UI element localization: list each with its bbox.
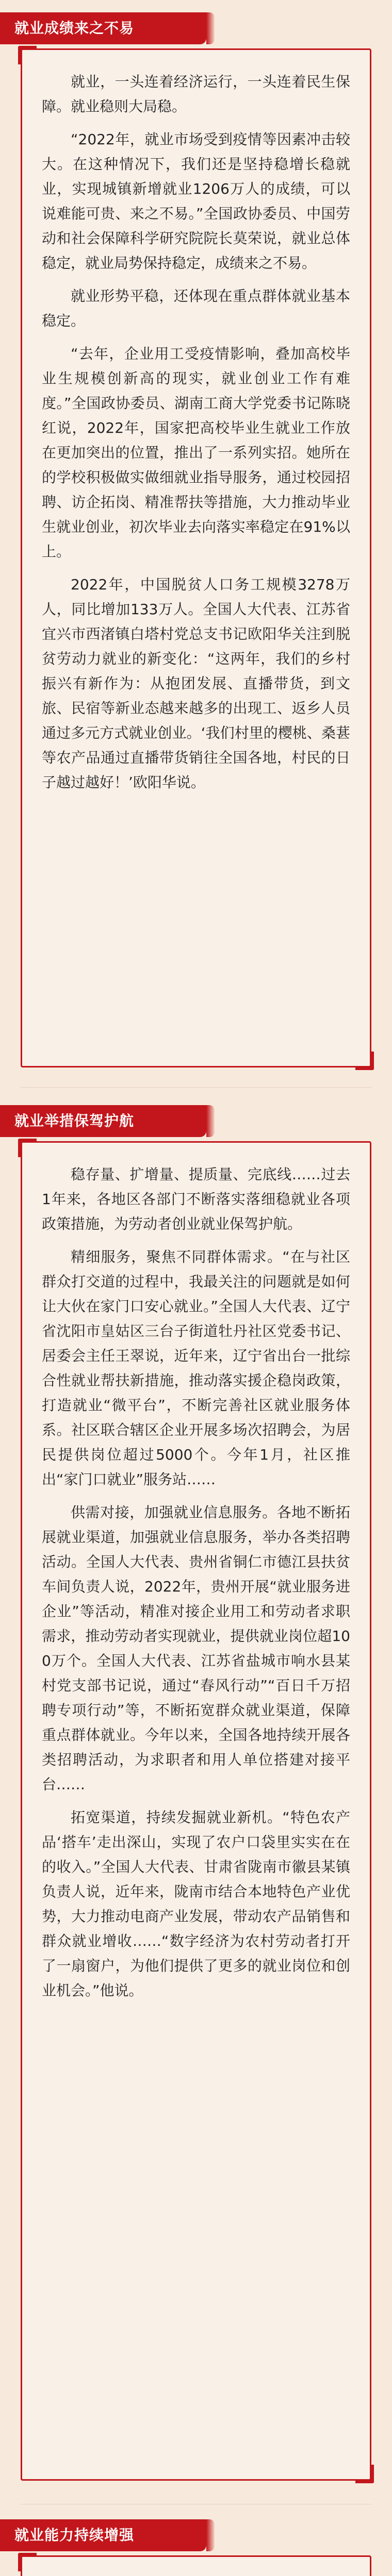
paragraph: 就业形势平稳，还体现在重点群体就业基本稳定。 (42, 287, 350, 329)
section-header-3 (0, 2519, 206, 2551)
section-title-1: 就业成绩来之不易 (14, 20, 135, 37)
section-header-1 (0, 12, 206, 44)
paragraph: 供需对接，加强就业信息服务。各地不断拓展就业渠道，加强就业信息服务，举办各类招聘活动。全国人大代表、贵州省铜仁市德江县扶贫车间负责人说，2022年，贵州开展“就业服务进企业”等活动，精准对接企业用工和劳动者求职需求，推动劳动者实现就业，提供就业岗位超100万个。全国人大代表、江苏省盐城市响水县某村党支部书记说，通过“春风行动”“百日千万招聘专项行动”等，不断拓宽群众就业渠道，保障重点群体就业。今年以来，全国各地持续开展各类招聘活动，为求职者和用人单位搭建对接平台…… (42, 1504, 350, 1793)
paragraph: “去年，企业用工受疫情影响，叠加高校毕业生规模创新高的现实，就业创业工作有难度。”全国政协委员、湖南工商大学党委书记陈晓红说，2022年，国家把高校毕业生就业工作放在更加突出的位置，推出了一系列实招。她所在的学校积极做实做细就业指导服务，通过校园招聘、访企拓岗、精准帮扶等措施，大力推动毕业生就业创业，初次毕业去向落实率稳定在91%以上。 (42, 345, 350, 560)
section-divider (21, 1087, 371, 1088)
paragraph: “2022年，就业市场受到疫情等因素冲击较大。在这种情况下，我们还是坚持稳增长稳就业，实现城镇新增就业1206万人的成绩，可以说难能可贵、来之不易。”全国政协委员、中国劳动和社会保障科学研究院院长莫荣说，就业总体稳定，就业局势保持稳定，成绩来之不易。 (42, 131, 350, 272)
paragraph: 精细服务，聚焦不同群体需求。“在与社区群众打交道的过程中，我最关注的问题就是如何让大伙在家门口安心就业。”全国人大代表、辽宁省沈阳市皇姑区三台子街道牡丹社区党委书记、居委会主任王翠说，近年来，辽宁省出台一批综合性就业帮扶新措施，推动落实援企稳岗政策，打造就业“微平台”，不断完善社区就业服务体系。社区联合辖区企业开展多场次招聘会，为居民提供岗位超过5000个。今年1月，社区推出“家门口就业”服务站…… (42, 1248, 350, 1488)
section-header-2 (0, 1105, 206, 1137)
section-title-3: 就业能力持续增强 (14, 2527, 135, 2544)
section-content-3 (21, 2555, 371, 2576)
section-content-2 (21, 1141, 371, 2481)
paragraph: 拓宽渠道，持续发掘就业新机。“特色农产品‘搭车’走出深山，实现了农户口袋里实实在在的收入。”全国人大代表、甘肃省陇南市徽县某镇负责人说，近年来，陇南市结合本地特色产业优势，大力推动电商产业发展，带动农产品销售和群众就业增收……“数字经济为农村劳动者打开了一扇窗户，为他们提供了更多的就业岗位和创业机会。”他说。 (42, 1809, 350, 1999)
paragraph: 2022年，中国脱贫人口务工规模3278万人，同比增加133万人。全国人大代表、江苏省宜兴市西渚镇白塔村党总支书记欧阳华关注到脱贫劳动力就业的新变化：“这两年，我们的乡村振兴有新作为：从抱团发展、直播带货，到文旅、民宿等新业态越来越多的出现工、返乡人员通过多元方式就业创业。‘我们村里的樱桃、桑葚等农产品通过直播带货销往全国各地，村民的日子越过越好！’欧阳华说。 (42, 576, 350, 791)
paragraph: 稳存量、扩增量、提质量、完底线……过去1年来，各地区各部门不断落实落细稳就业各项政策措施，为劳动者创业就业保驾护航。 (42, 1166, 350, 1232)
section-content-1 (21, 48, 371, 1067)
paragraph: 就业，一头连着经济运行，一头连着民生保障。就业稳则大局稳。 (42, 73, 350, 115)
section-title-2: 就业举措保驾护航 (14, 1112, 135, 1129)
